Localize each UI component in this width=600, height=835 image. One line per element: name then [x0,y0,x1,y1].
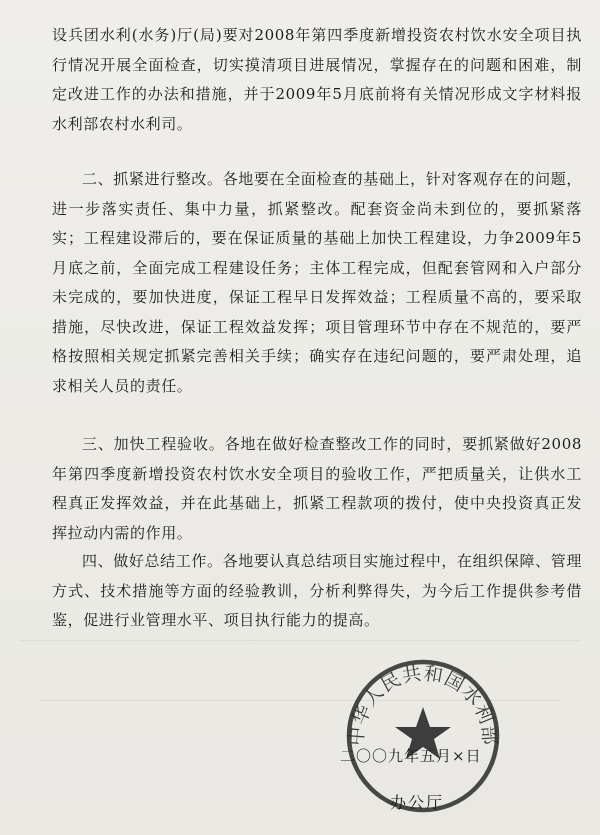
document-date: 二〇〇九年五月×日 [340,747,482,765]
svg-text:中华人民共和国水利部: 中华人民共和国水利部 [345,662,501,747]
paragraph-3-acceptance: 三、加快工程验收。各地在做好检查整改工作的同时，要抓紧做好2008年第四季度新增投资农村饮水安全项目的验收工作，严把质量关，让供水工程真正发挥效益，并在此基础上，抓紧工程款项的拨付，使中央投资真正发挥拉动内需的作用。 [52,435,582,542]
bleed-through-line [20,640,580,641]
paragraph-1: 设兵团水利(水务)厅(局)要对2008年第四季度新增投资农村饮水安全项目执行情况开展全面检查，切实摸清项目进展情况，掌握存在的问题和困难，制定改进工作的办法和措施，并于2009年5月底前将有关情况形成文字材料报水利部农村水利司。 [52,26,582,133]
paragraph-4-summary: 四、做好总结工作。各地要认真总结项目实施过程中，在组织保障、管理方式、技术措施等方面的经验教训，分析利弊得失，为今后工作提供参考借鉴，促进行业管理水平、项目执行能力的提高。 [52,552,582,629]
issuing-office: 办公厅 [390,793,445,812]
paragraph-2-rectification: 二、抓紧进行整改。各地要在全面检查的基础上，针对客观存在的问题，进一步落实责任、集中力量，抓紧整改。配套资金尚未到位的，要抓紧落实；工程建设滞后的，要在保证质量的基础上加快工程建设，力争2009年5月底之前，全面完成工程建设任务；主体工程完成，但配套管网和入户部分未完成的，要加快进度，保证工程早日发挥效益；工程质量不高的，要采取措施，尽快改进，保证工程效益发挥；项目管理环节中存在不规范的，要严格按照相关规定抓紧完善相关手续；确实存在违纪问题的，要严肃处理，追求相关人员的责任。 [52,170,582,395]
